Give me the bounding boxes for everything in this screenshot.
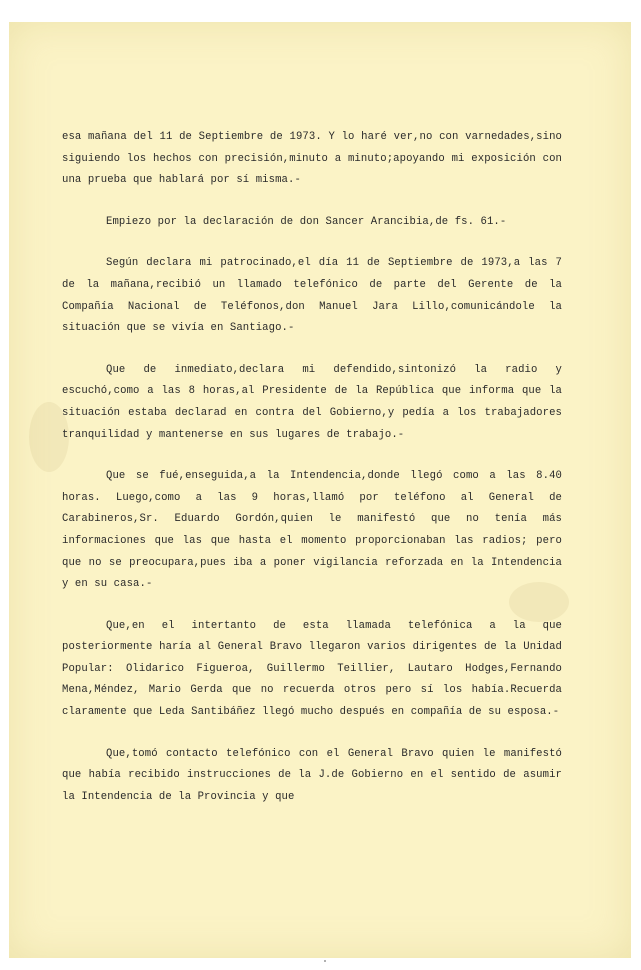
paragraph-intendencia: Que se fué,enseguida,a la Intendencia,donde llegó como a las 8.40 horas. Luego,como a las 9 horas,llamó por teléfono al General de Carabineros,Sr. Eduardo Gordón,quien le manifestó que no tenía más informaciones que las que hasta el momento proporcionaban las radios; pero que no se preocupara,pues iba a poner vigilancia reforzada en la Intendencia y en su casa.- xyxy=(62,470,562,591)
paragraph-dirigentes: Que,en el intertanto de esta llamada telefónica a la que posteriormente haría al General Bravo llegaron varios dirigentes de la Unidad Popular: Olidarico Figueroa, Guillermo Teillier, Lautaro Hodges,Fernando Mena,Méndez, Mario Gerda que no recuerda otros pero sí los había.Recuerda claramente que Leda Santibáñez llegó mucho después en compañía de su esposa.- xyxy=(62,619,562,719)
scan-speck xyxy=(324,960,326,962)
paragraph-phone-call: Según declara mi patrocinado,el día 11 de Septiembre de 1973,a las 7 de la mañana,recibió un llamado telefónico de parte del Gerente de la Compañía Nacional de Teléfonos,don Manuel Jara Lillo,comunicándole la situación que se vivía en Santiago.- xyxy=(62,257,562,335)
typed-text-body xyxy=(62,127,562,829)
paragraph-general-bravo: Que,tomó contacto telefónico con el General Bravo quien le manifestó que había recibido instrucciones de la J.de Gobierno en el sentido de asumir la Intendencia de la Provincia y que xyxy=(62,747,562,803)
paragraph-opening: esa mañana del 11 de Septiembre de 1973. Y lo haré ver,no con varnedades,sino siguiendo los hechos con precisión,minuto a minuto;apoyando mi exposición con una prueba que hablará por sí misma.- xyxy=(62,131,562,187)
paragraph-arancibia: Empiezo por la declaración de don Sancer Arancibia,de fs. 61.- xyxy=(106,215,507,228)
paragraph-radio: Que de inmediato,declara mi defendido,sintonizó la radio y escuchó,como a las 8 horas,al Presidente de la República que informa que la situación estaba declarad en contra del Gobierno,y pedía a los trabajadores tranquilidad y mantenerse en sus lugares de trabajo.- xyxy=(62,363,562,441)
